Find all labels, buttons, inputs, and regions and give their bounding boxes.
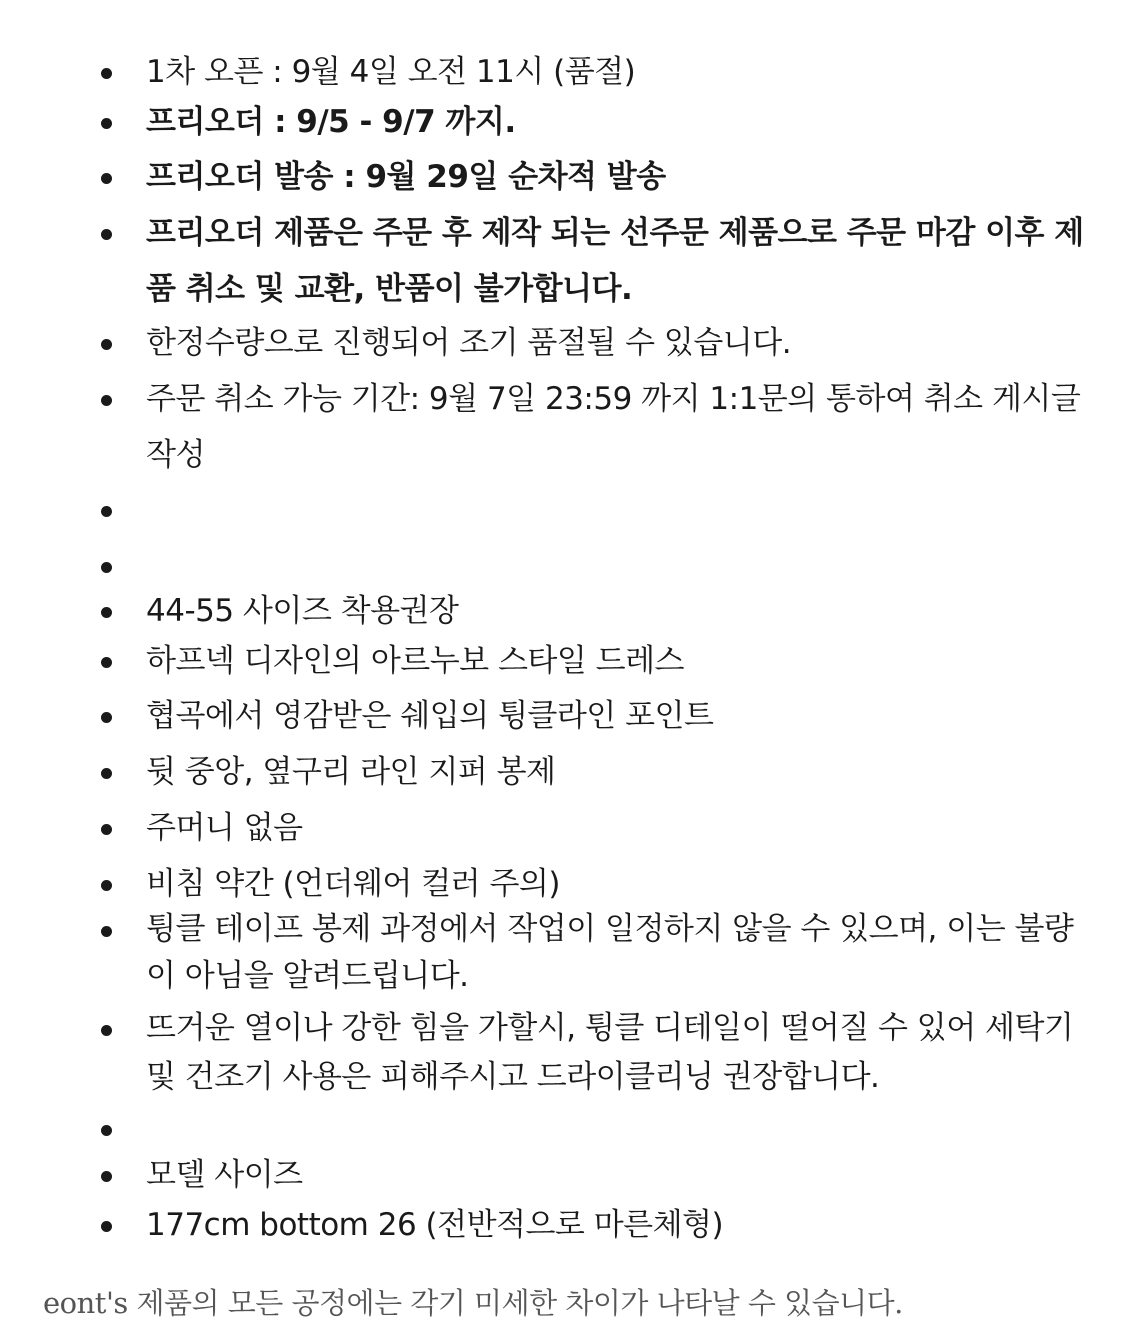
- list-item-preorder-shipping: [146, 149, 1091, 205]
- list-item-text: 하프넥 디자인의 아르누보 스타일 드레스: [146, 643, 684, 679]
- bullet-icon: [101, 506, 112, 517]
- list-item-preorder-policy: [146, 205, 1091, 317]
- bullet-icon: [101, 395, 112, 406]
- bullet-icon: [101, 229, 112, 240]
- list-item-model-size-label: [146, 1147, 1091, 1203]
- list-item-size-recommend: [146, 583, 1091, 639]
- list-item-text: 프리오더 : 9/5 - 9/7 까지.: [146, 104, 516, 140]
- bullet-icon: [101, 1221, 112, 1232]
- list-item-preorder-period: [146, 94, 1091, 150]
- list-item-text: 1차 오픈 : 9월 4일 오전 11시 (품절): [146, 54, 636, 90]
- list-item-text: 비침 약간 (언더웨어 컬러 주의): [146, 866, 560, 902]
- list-item-text: 프리오더 제품은 주문 후 제작 되는 선주문 제품으로 주문 마감 이후 제품 취소 및 교환, 반품이 불가합니다.: [146, 215, 1084, 307]
- list-item-point: [146, 688, 1091, 744]
- list-item-text: 주문 취소 가능 기간: 9월 7일 23:59 까지 1:1문의 통하여 취소 게시글 작성: [146, 381, 1081, 473]
- list-item-text: 뜨거운 열이나 강한 힘을 가할시, 튕클 디테일이 떨어질 수 있어 세탁기 및 건조기 사용은 피해주시고 드라이클리닝 권장합니다.: [146, 1010, 1074, 1095]
- bullet-icon: [101, 1125, 112, 1136]
- bullet-icon: [101, 607, 112, 618]
- list-item-tape-notice: [146, 906, 1091, 1000]
- list-item-pocket: [146, 800, 1091, 856]
- list-item-text: 주머니 없음: [146, 810, 303, 846]
- list-item-first-open: [146, 44, 1091, 100]
- list-item-design: [146, 633, 1091, 689]
- bullet-icon: [101, 880, 112, 891]
- bullet-icon: [101, 118, 112, 129]
- list-item-text: 한정수량으로 진행되어 조기 품절될 수 있습니다.: [146, 325, 792, 361]
- list-item-text: 44-55 사이즈 착용권장: [146, 593, 459, 629]
- bullet-icon: [101, 768, 112, 779]
- list-item-zipper: [146, 744, 1091, 800]
- list-item-text: 177cm bottom 26 (전반적으로 마른체형): [146, 1207, 724, 1243]
- bullet-icon: [101, 562, 112, 573]
- bullet-icon: [101, 339, 112, 350]
- list-item-text: 뒷 중앙, 옆구리 라인 지퍼 봉제: [146, 754, 556, 790]
- list-item-text: 협곡에서 영감받은 쉐입의 튕클라인 포인트: [146, 698, 714, 734]
- bullet-icon: [101, 1171, 112, 1182]
- footer-note: eont's 제품의 모든 공정에는 각기 미세한 차이가 나타날 수 있습니다.: [43, 1286, 903, 1320]
- bullet-icon: [101, 1025, 112, 1036]
- bullet-icon: [101, 926, 112, 937]
- bullet-icon: [101, 173, 112, 184]
- list-item-limited-quantity: [146, 315, 1091, 371]
- list-item-text: 튕클 테이프 봉제 과정에서 작업이 일정하지 않을 수 있으며, 이는 불량이 아님을 알려드립니다.: [146, 911, 1074, 994]
- list-item-model-size: [146, 1197, 1091, 1253]
- list-item-text: 모델 사이즈: [146, 1157, 303, 1193]
- bullet-icon: [101, 68, 112, 79]
- list-item-care-notice: [146, 1004, 1091, 1102]
- bullet-icon: [101, 712, 112, 723]
- list-item-cancel-period: [146, 371, 1091, 483]
- list-item-sheerness: [146, 856, 1091, 912]
- bullet-icon: [101, 657, 112, 668]
- list-item-text: 프리오더 발송 : 9월 29일 순차적 발송: [146, 159, 666, 195]
- bullet-icon: [101, 824, 112, 835]
